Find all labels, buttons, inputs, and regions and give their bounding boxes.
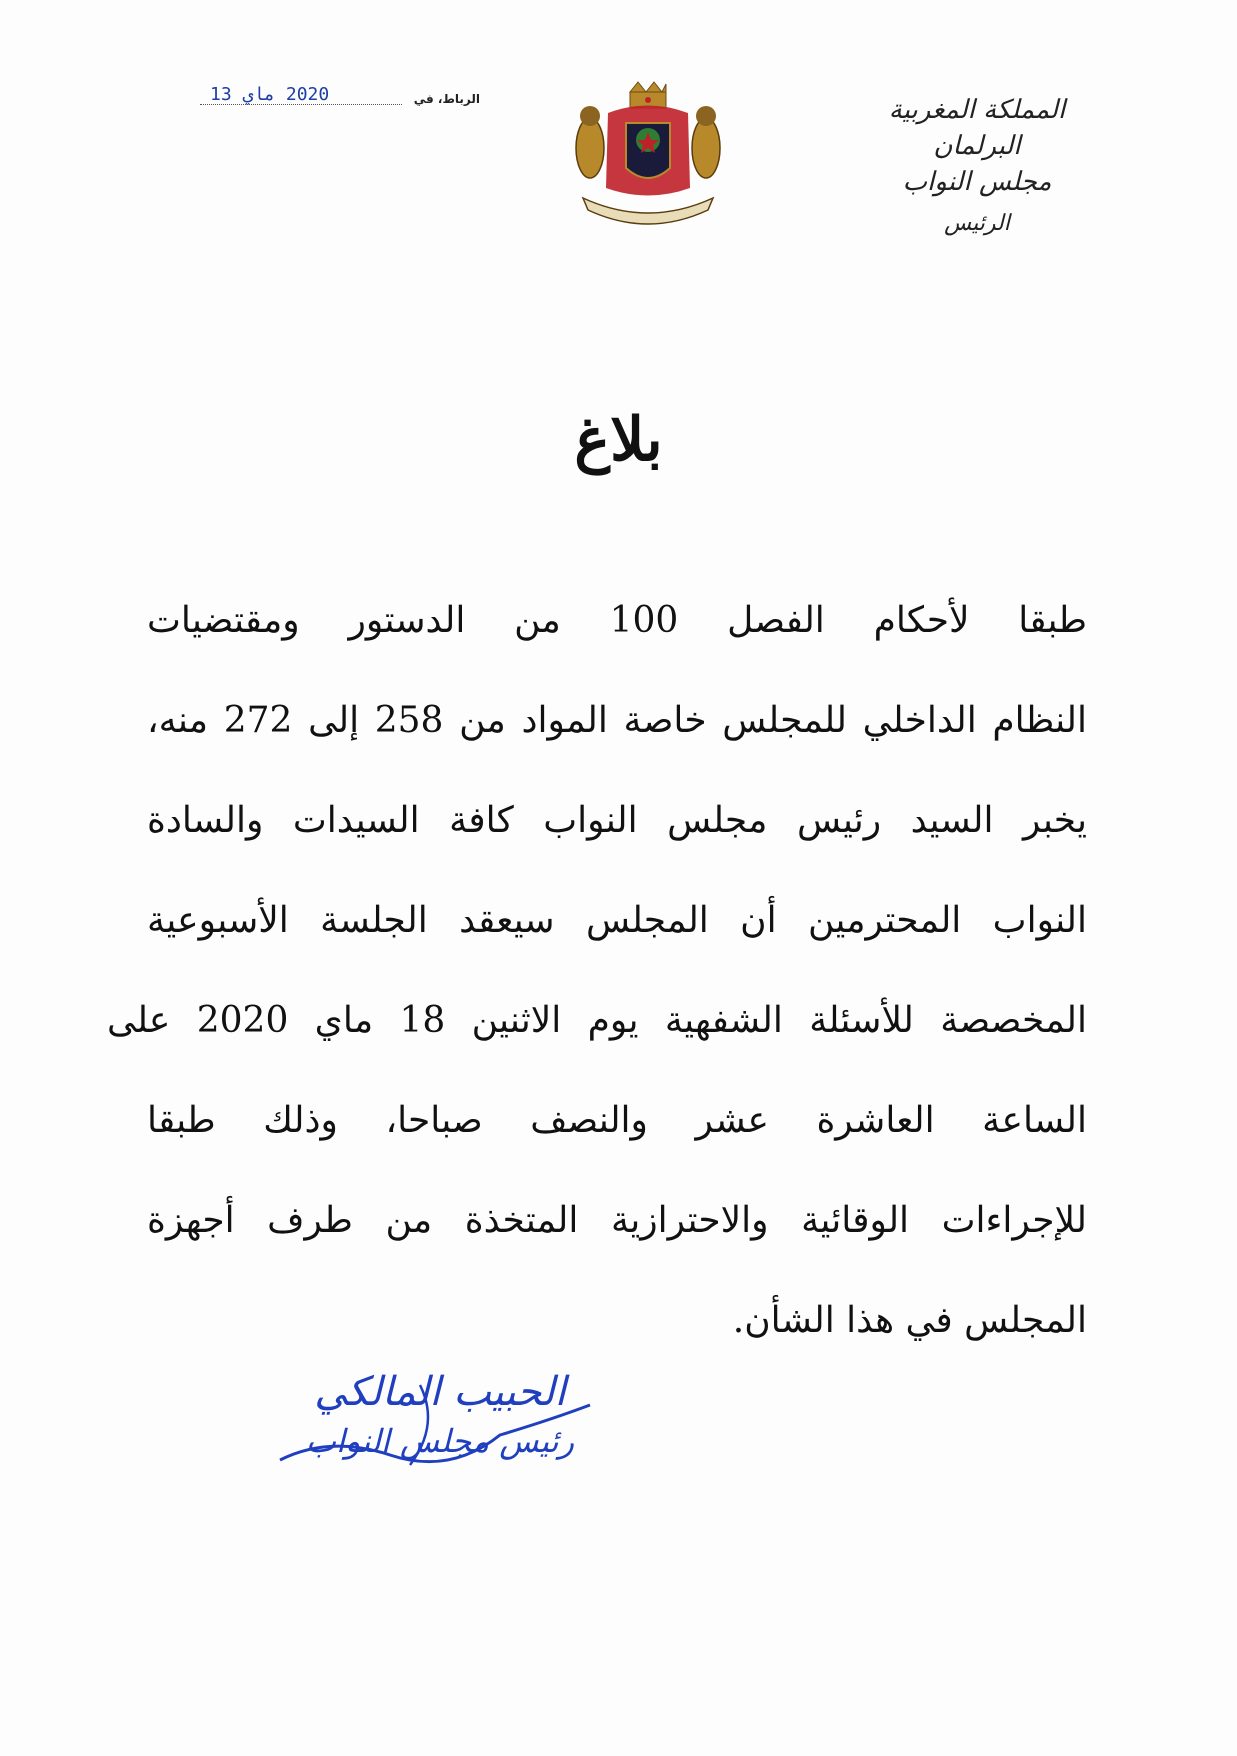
crown-icon [630,82,666,108]
signature-scribble [270,1365,610,1505]
date-line [200,84,480,114]
signatory-role: رئيس مجلس النواب [305,1422,575,1460]
body-line-6: الساعة العاشرة عشر والنصف صباحا، وذلك طبقا [147,1100,1087,1141]
left-lion-icon [576,106,604,178]
body-line-1: طبقا لأحكام الفصل 100 من الدستور ومقتضيات [147,600,1087,641]
body-line-4: النواب المحترمين أن المجلس سيعقد الجلسة الأسبوعية [147,900,1087,941]
date-value: 2020 ماي 13 [210,84,330,105]
body-line-3: يخبر السيد رئيس مجلس النواب كافة السيدات والسادة [147,800,1087,841]
right-lion-icon [692,106,720,178]
body-line-2: النظام الداخلي للمجلس خاصة المواد من 258 إلى 272 منه، [147,700,1088,741]
document-title: بلاغ [574,405,663,475]
body-line-8: المجلس في هذا الشأن. [732,1300,1087,1341]
signatory-name: الحبيب المالكي [314,1369,566,1415]
place-label: الرباط، في [413,92,480,106]
chamber-label: مجلس النواب [902,167,1052,197]
kingdom-label: المملكة المغربية [888,95,1066,125]
president-label: الرئيس [944,211,1010,236]
coat-of-arms-emblem [568,78,728,228]
motto-ribbon [583,198,713,224]
body-line-7: للإجراءات الوقائية والاحترازية المتخذة من طرف أجهزة [147,1200,1087,1241]
body-line-5: المخصصة للأسئلة الشفهية يوم الاثنين 18 ماي 2020 على [107,1000,1087,1041]
signature-block [270,1365,610,1505]
letterhead [847,92,1107,242]
parliament-label: البرلمان [933,131,1021,161]
